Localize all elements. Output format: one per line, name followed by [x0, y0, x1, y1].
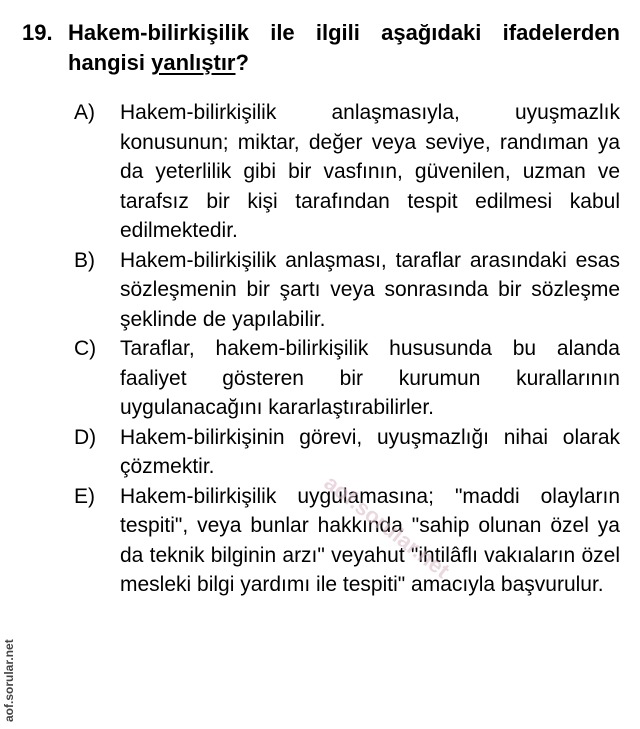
option-c[interactable] — [74, 334, 620, 423]
watermark-center: aof.sorular.net — [319, 470, 455, 584]
option-text: Hakem-bilirkişilik uygulamasına; "maddi olayların tespiti", veya bunlar hakkında "sahip olunan özel ya da teknik bilginin arzı" veyahut "ihtilâflı vakıaların özel mesleki bilgi yardımı ile tespiti" amacıyla başvurulur. — [120, 484, 620, 596]
option-b[interactable] — [74, 246, 620, 335]
option-text: Hakem-bilirkişinin görevi, uyuşmazlığı nihai olarak çözmektir. — [120, 425, 620, 478]
option-e[interactable] — [74, 482, 620, 600]
question — [22, 18, 620, 78]
option-letter: C) — [74, 337, 97, 360]
option-text: Taraflar, hakem-bilirkişilik hususunda bu alanda faaliyet gösteren bir kurumun kurallarının uygulanacağını kararlaştırabilirler. — [120, 337, 620, 419]
option-letter: B) — [74, 248, 95, 272]
option-a[interactable] — [74, 98, 620, 246]
option-text: Hakem-bilirkişilik anlaşmasıyla, uyuşmazlık konusunun; miktar, değer veya seviye, randıman ya da yeterlilik gibi bir vasfının, güvenilen, uzman ve tarafsız bir kişi tarafından tespit edilmesi kabul edilmektedir. — [120, 101, 620, 242]
option-d[interactable] — [74, 423, 620, 482]
question-row — [22, 18, 620, 78]
question-text — [68, 18, 620, 78]
option-letter: A) — [74, 101, 95, 124]
question-text-before: Hakem-bilirkişilik ile ilgili aşağıdaki ifadelerden hangisi — [68, 20, 620, 75]
option-text: Hakem-bilirkişilik anlaşması, taraflar arasındaki esas sözleşmenin bir şartı veya sonrasında bir sözleşme şeklinde de yapılabilir. — [120, 248, 620, 331]
watermark-side: aof.sorular.net — [2, 639, 16, 722]
question-number: 19. — [22, 20, 53, 45]
option-letter: E) — [74, 484, 95, 508]
option-letter: D) — [74, 425, 97, 449]
answer-options — [74, 98, 620, 600]
question-text-after: ? — [235, 50, 249, 75]
question-text-underlined: yanlıştır — [151, 50, 236, 75]
